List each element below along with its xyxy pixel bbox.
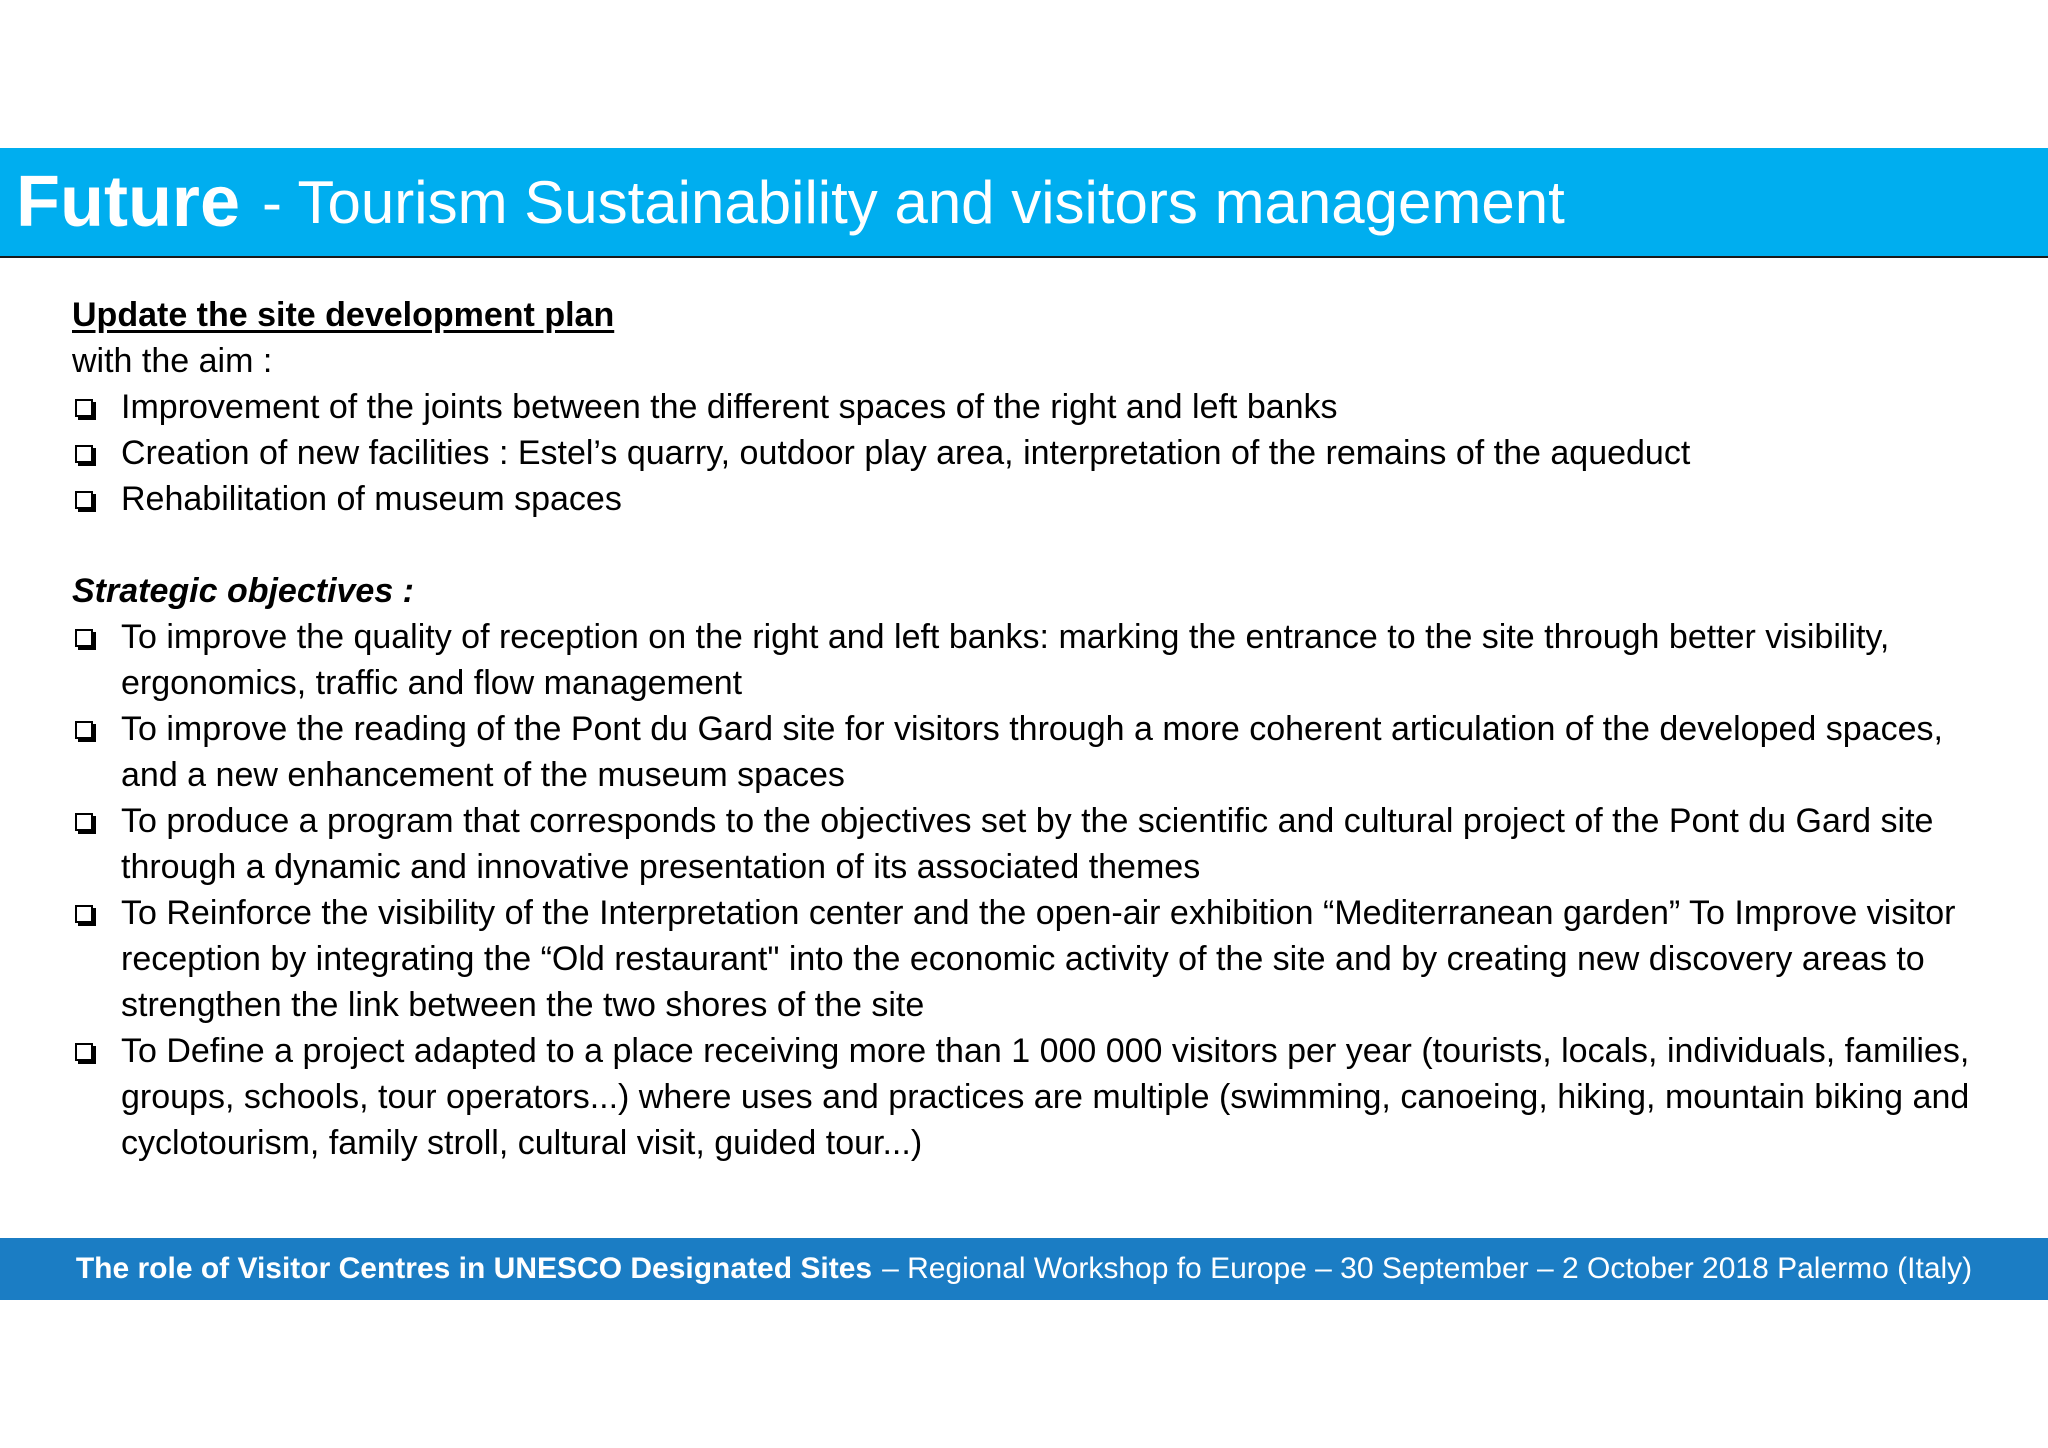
- checkbox-square-icon: [75, 445, 93, 463]
- section-intro: with the aim :: [72, 342, 273, 380]
- checkbox-square-icon: [75, 721, 93, 739]
- aims-list: [72, 384, 2002, 522]
- checkbox-square-icon: [75, 399, 93, 417]
- list-item: [72, 798, 2002, 890]
- list-item-text: To improve the quality of reception on the right and left banks: marking the entrance to the site through better visibility, ergonomics, traffic and flow management: [121, 618, 1890, 702]
- list-item: [72, 706, 2002, 798]
- list-item-text: Creation of new facilities : Estel’s quarry, outdoor play area, interpretation of the remains of the aqueduct: [121, 434, 1691, 472]
- checkbox-square-icon: [75, 629, 93, 647]
- footer-bar: [0, 1238, 2048, 1300]
- checkbox-square-icon: [75, 813, 93, 831]
- checkbox-square-icon: [75, 1043, 93, 1061]
- section-heading-strategic-objectives: Strategic objectives :: [72, 572, 415, 610]
- footer-event-details: – Regional Workshop fo Europe – 30 September – 2 October 2018 Palermo (Italy): [882, 1252, 1973, 1285]
- checkbox-square-icon: [75, 905, 93, 923]
- page-subtitle: - Tourism Sustainability and visitors management: [261, 168, 1565, 236]
- objectives-list: [72, 614, 2002, 1166]
- list-item-text: To Define a project adapted to a place receiving more than 1 000 000 visitors per year (tourists, locals, individuals, families, groups, schools, tour operators...) where uses and practices are multiple (swimming, canoeing, hiking, mountain biking and cyclotourism, family stroll, cultural visit, guided tour...): [121, 1032, 1970, 1162]
- section-heading-development-plan: Update the site development plan: [72, 296, 615, 334]
- list-item: [72, 890, 2002, 1028]
- list-item-text: Rehabilitation of museum spaces: [121, 480, 622, 518]
- list-item: [72, 430, 2002, 476]
- list-item: [72, 1028, 2002, 1166]
- list-item: [72, 476, 2002, 522]
- page-title: Future: [16, 162, 240, 242]
- checkbox-square-icon: [75, 491, 93, 509]
- list-item-text: Improvement of the joints between the different spaces of the right and left banks: [121, 388, 1338, 426]
- footer-event-title: The role of Visitor Centres in UNESCO Designated Sites: [75, 1252, 873, 1285]
- slide-content: [72, 292, 2002, 1166]
- list-item-text: To Reinforce the visibility of the Interpretation center and the open-air exhibition “Mediterranean garden” To Improve visitor reception by integrating the “Old restaurant" into the economic activity of the site and by creating new discovery areas to strengthen the link between the two shores of the site: [121, 894, 1956, 1024]
- list-item: [72, 614, 2002, 706]
- list-item-text: To produce a program that corresponds to the objectives set by the scientific and cultural project of the Pont du Gard site through a dynamic and innovative presentation of its associated themes: [121, 802, 1934, 886]
- list-item: [72, 384, 2002, 430]
- title-bar: [0, 148, 2048, 258]
- spacer: [72, 522, 2002, 568]
- list-item-text: To improve the reading of the Pont du Gard site for visitors through a more coherent articulation of the developed spaces, and a new enhancement of the museum spaces: [121, 710, 1943, 794]
